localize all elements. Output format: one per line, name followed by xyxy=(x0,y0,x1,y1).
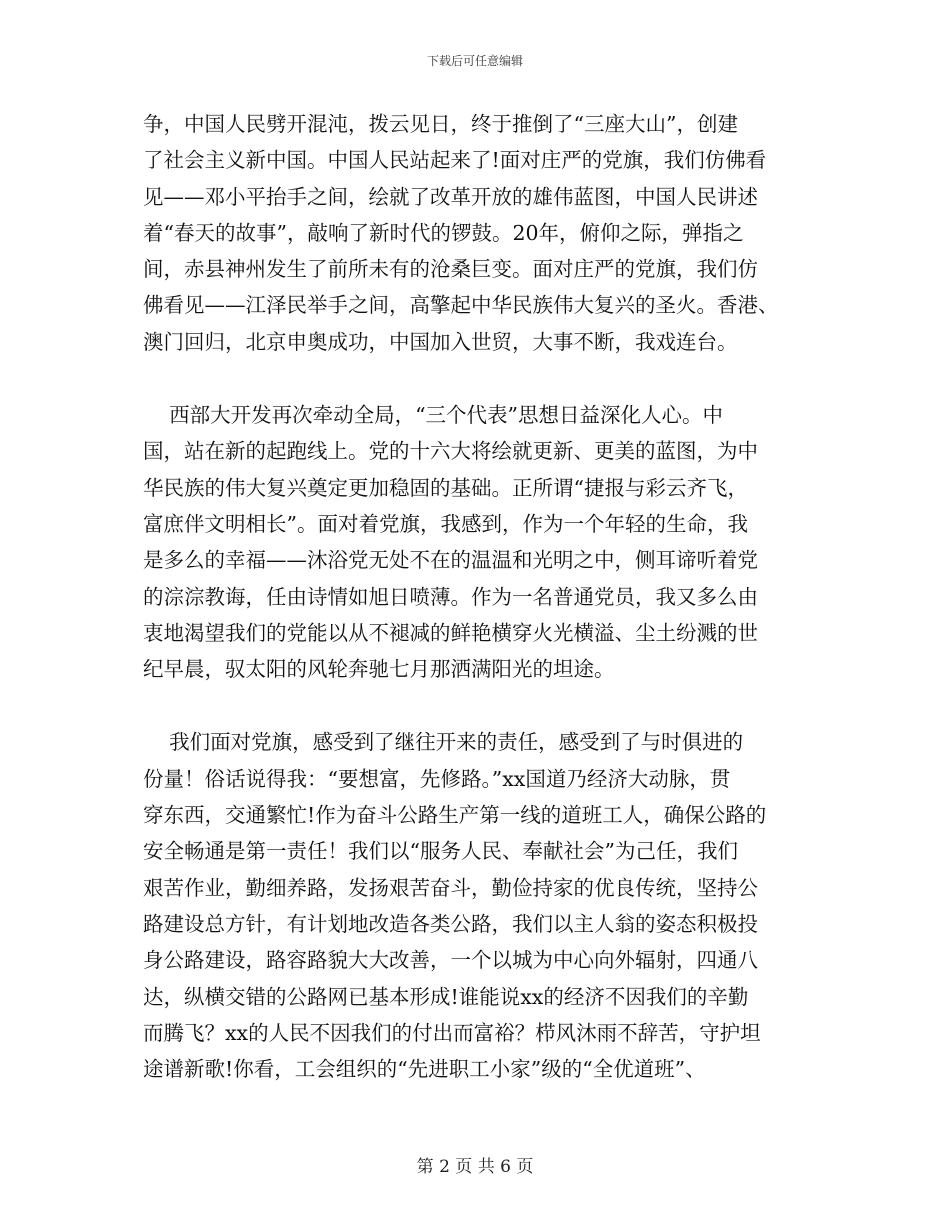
text-line: 佛看见——江泽民举手之间，高擎起中华民族伟大复兴的圣火。香港、 xyxy=(143,293,779,318)
text-line: 的淙淙教诲，任由诗情如旭日喷薄。作为一名普通党员，我又多么由 xyxy=(143,584,758,609)
text-line: 份量！俗话说得我：“要想富，先修路。”xx国道乃经济大动脉，贯 xyxy=(143,766,731,791)
text-line: 争，中国人民劈开混沌，拨云见日，终于推倒了“三座大山”，创建 xyxy=(143,112,738,136)
text-line: 而腾飞？xx的人民不因我们的付出而富裕？栉风沐雨不辞苦，守护坦 xyxy=(143,1020,761,1045)
text-line: 着“春天的故事”，敲响了新时代的锣鼓。20年，俯仰之际，弹指之 xyxy=(143,220,744,245)
text-line: 衷地渴望我们的党能以从不褪减的鲜艳横穿火光横溢、尘土纷溅的世 xyxy=(143,620,758,645)
text-line: 我们面对党旗，感受到了继往开来的责任，感受到了与时俱进的 xyxy=(143,730,744,755)
text-line: 国，站在新的起跑线上。党的十六大将绘就更新、更美的蓝图，为中 xyxy=(143,439,758,464)
text-line: 是多么的幸福——沐浴党无处不在的温温和光明之中，侧耳谛听着党 xyxy=(143,548,758,573)
text-line: 了社会主义新中国。中国人民站起来了!面对庄严的党旗，我们仿佛看 xyxy=(143,148,767,173)
paragraph-spacer xyxy=(143,360,807,397)
document-body xyxy=(143,106,807,1087)
page-header: 下载后可任意编辑 xyxy=(426,54,523,68)
text-line: 路建设总方针，有计划地改造各类公路，我们以主人翁的姿态积极投 xyxy=(143,911,758,936)
text-line: 西部大开发再次牵动全局，“三个代表”思想日益深化人心。中 xyxy=(143,403,724,428)
text-line: 华民族的伟大复兴奠定更加稳固的基础。正所谓“捷报与彩云齐飞， xyxy=(143,475,748,500)
paragraph-spacer xyxy=(143,687,807,724)
text-line: 穿东西，交通繁忙!作为奋斗公路生产第一线的道班工人，确保公路的 xyxy=(143,803,767,828)
text-line: 纪早晨，驭太阳的风轮奔驰七月那洒满阳光的坦途。 xyxy=(143,657,615,682)
paragraph-2 xyxy=(143,397,807,687)
text-line: 身公路建设，路容路貌大大改善，一个以城为中心向外辐射，四通八 xyxy=(143,948,758,973)
text-line: 途谱新歌!你看，工会组织的“先进职工小家”级的“全优道班”、 xyxy=(143,1057,706,1082)
text-line: 安全畅通是第一责任！我们以“服务人民、奉献社会”为己任，我们 xyxy=(143,839,738,864)
text-line: 见——邓小平抬手之间，绘就了改革开放的雄伟蓝图，中国人民讲述 xyxy=(143,184,758,209)
text-line: 间，赤县神州发生了前所未有的沧桑巨变。面对庄严的党旗，我们仿 xyxy=(143,257,758,282)
page-number: 第 2 页 共 6 页 xyxy=(416,1157,534,1177)
paragraph-1 xyxy=(143,106,807,360)
text-line: 富庶伴文明相长”。面对着党旗，我感到，作为一个年轻的生命，我 xyxy=(143,511,748,536)
paragraph-3 xyxy=(143,724,807,1087)
text-line: 达，纵横交错的公路网已基本形成!谁能说xx的经济不因我们的辛勤 xyxy=(143,984,749,1009)
text-line: 艰苦作业，勤细养路，发扬艰苦奋斗，勤俭持家的优良传统，坚持公 xyxy=(143,875,758,900)
text-line: 澳门回归，北京申奥成功，中国加入世贸，大事不断，我戏连台。 xyxy=(143,329,738,354)
